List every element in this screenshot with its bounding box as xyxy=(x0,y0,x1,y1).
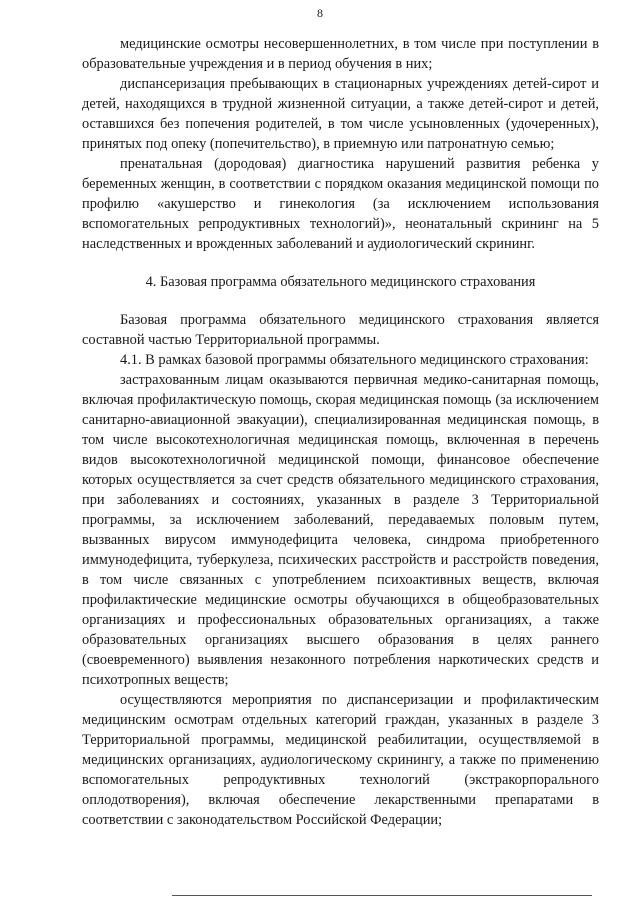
page-number: 8 xyxy=(317,6,323,20)
footer-divider xyxy=(172,895,592,896)
paragraph-prenatal-diagnostics: пренатальная (дородовая) диагностика нарушений развития ребенка у беременных женщин, в соответствии с порядком оказания медицинской помощи по профилю «акушерство и гинекология (за исключением использования вспомогательных репродуктивных технологий)», неонатальный скрининг на 5 наследственных и врожденных заболеваний и аудиологический скрининг. xyxy=(82,156,599,252)
paragraph-medical-exams-minors: медицинские осмотры несовершеннолетних, в том числе при поступлении в образовательные учреждения и в период обучения в них; xyxy=(82,36,599,72)
paragraph-dispensarization-measures: осуществляются мероприятия по диспансеризации и профилактическим медицинским осмотрам отдельных категорий граждан, указанных в разделе 3 Территориальной программы, медицинской реабилитации, осуществляемой в медицинских организациях, аудиологическому скринингу, а также по применению вспомогательных репродуктивных технологий (экстракорпорального оплодотворения), включая обеспечение лекарственными препаратами в соответствии с законодательством Российской Федерации; xyxy=(82,692,599,828)
paragraph-insured-persons-care: застрахованным лицам оказываются первичная медико-санитарная помощь, включая профилактическую помощь, скорая медицинская помощь (за исключением санитарно-авиационной эвакуации), специализированная медицинская помощь, в том числе высокотехнологичная медицинская помощь, включенная в перечень видов высокотехнологичной медицинской помощи, финансовое обеспечение которых осуществляется за счет средств обязательного медицинского страхования, при заболеваниях и состояниях, указанных в разделе 3 Территориальной программы, за исключением заболеваний, передаваемых половым путем, вызванных вирусом иммунодефицита человека, синдрома приобретенного иммунодефицита, туберкулеза, психических расстройств и расстройств поведения, в том числе связанных с употреблением психоактивных веществ, включая профилактические медицинские осмотры обучающихся в общеобразовательных организациях и профессиональных образовательных организациях, а также образовательных организациях высшего образования в целях раннего (своевременного) выявления незаконного потребления наркотических средств и психотропных веществ; xyxy=(82,372,599,688)
paragraph-base-program-intro: Базовая программа обязательного медицинского страхования является составной частью Территориальной программы. xyxy=(82,312,599,348)
paragraph-clause-4-1: 4.1. В рамках базовой программы обязательного медицинского страхования: xyxy=(120,352,589,368)
paragraph-orphan-dispensarization: диспансеризация пребывающих в стационарных учреждениях детей-сирот и детей, находящихся в трудной жизненной ситуации, а также детей-сирот и детей, оставшихся без попечения родителей, в том числе усыновленных (удочеренных), принятых под опеку (попечительство), в приемную или патронатную семью; xyxy=(82,76,599,152)
section-heading: 4. Базовая программа обязательного медицинского страхования xyxy=(145,274,536,290)
document-body xyxy=(82,34,599,830)
